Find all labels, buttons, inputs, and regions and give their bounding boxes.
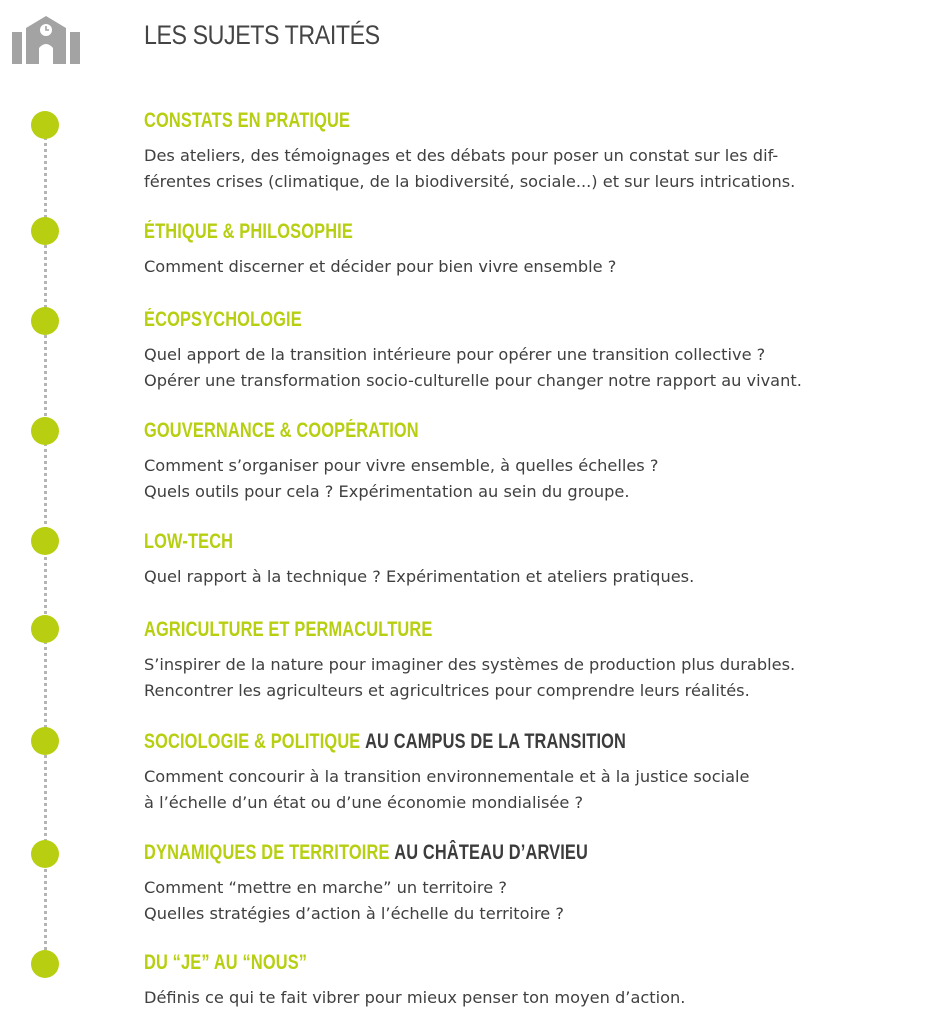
timeline-dot <box>31 615 59 643</box>
topic-title: SOCIOLOGIE & POLITIQUE AU CAMPUS DE LA TRANSITION <box>144 730 627 753</box>
topic-description: Comment discerner et décider pour bien vivre ensemble ? <box>144 257 617 276</box>
timeline-dot <box>31 950 59 978</box>
topic-title: ÉTHIQUE & PHILOSOPHIE <box>144 220 353 243</box>
topic-description: Des ateliers, des témoignages et des débats pour poser un constat sur les dif- férentes crises (climatique, de la biodiversité, sociale...) et sur leurs intrications. <box>144 146 796 191</box>
topic-description: Comment s’organiser pour vivre ensemble, à quelles échelles ? Quels outils pour cela ? Expérimentation au sein du groupe. <box>144 456 659 501</box>
topic-title: LOW-TECH <box>144 530 234 553</box>
timeline-dot <box>31 727 59 755</box>
timeline-dot <box>31 527 59 555</box>
topic-title: ÉCOPSYCHOLOGIE <box>144 308 302 331</box>
page-title: LES SUJETS TRAITÉS <box>144 20 380 50</box>
topic-description: Comment “mettre en marche” un territoire ? Quelles stratégies d’action à l’échelle du territoire ? <box>144 878 564 923</box>
topic-title: DU “JE” AU “NOUS” <box>144 951 308 974</box>
timeline-dot <box>31 111 59 139</box>
topic-location: AU CAMPUS DE LA TRANSITION <box>365 730 627 753</box>
topic-title: AGRICULTURE ET PERMACULTURE <box>144 618 433 641</box>
topic-title: CONSTATS EN PRATIQUE <box>144 109 351 132</box>
topic-description: Quel apport de la transition intérieure pour opérer une transition collective ? Opérer une transformation socio-culturelle pour changer notre rapport au vivant. <box>144 345 802 390</box>
timeline-dot <box>31 840 59 868</box>
timeline-dot <box>31 307 59 335</box>
timeline-dot <box>31 217 59 245</box>
topic-title: GOUVERNANCE & COOPÉRATION <box>144 419 419 442</box>
topic-title: DYNAMIQUES DE TERRITOIRE AU CHÂTEAU D’ARVIEU <box>144 841 588 864</box>
topic-location: AU CHÂTEAU D’ARVIEU <box>394 841 588 864</box>
topic-description: Définis ce qui te fait vibrer pour mieux penser ton moyen d’action. <box>144 988 686 1007</box>
timeline-dot <box>31 417 59 445</box>
topic-description: Comment concourir à la transition environnementale et à la justice sociale à l’échelle d’un état ou d’une économie mondialisée ? <box>144 767 750 812</box>
topic-description: S’inspirer de la nature pour imaginer des systèmes de production plus durables. Rencontrer les agriculteurs et agricultrices pour comprendre leurs réalités. <box>144 655 796 700</box>
topic-description: Quel rapport à la technique ? Expérimentation et ateliers pratiques. <box>144 567 695 586</box>
school-building-icon <box>12 12 80 64</box>
